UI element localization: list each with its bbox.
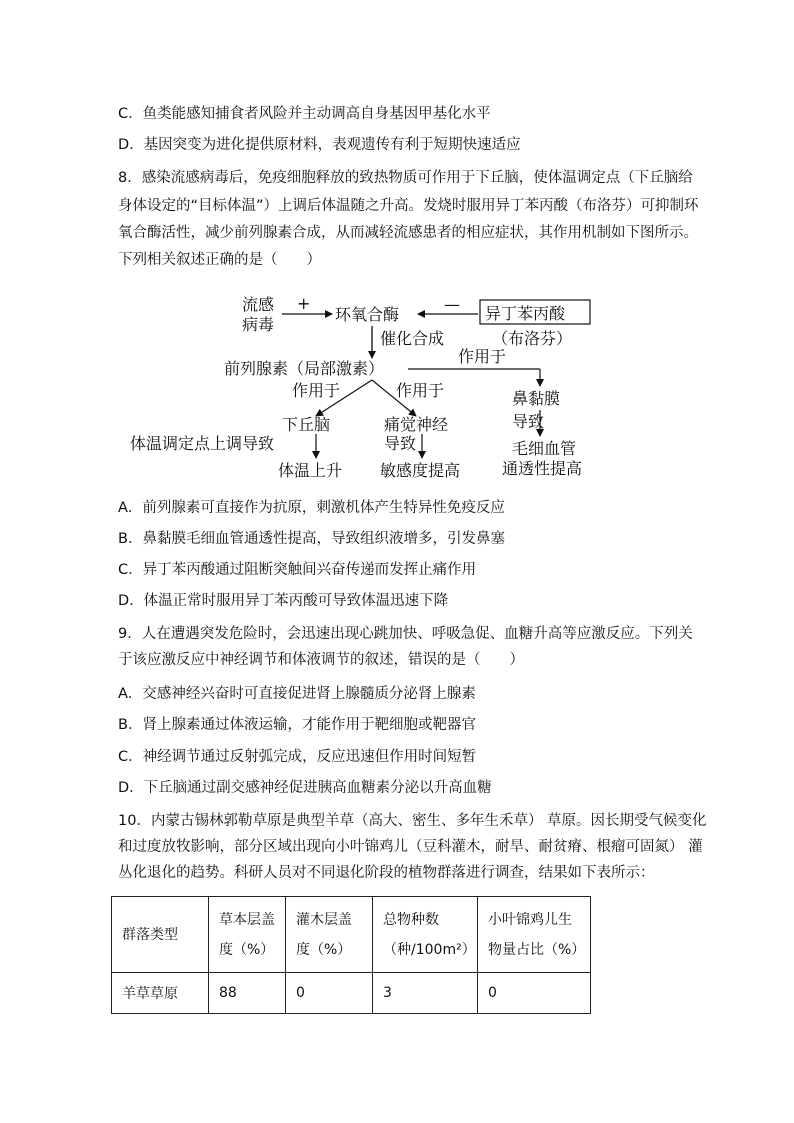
label-temp-rise: 体温上升 [278, 461, 343, 480]
table-row [112, 973, 591, 1014]
table-header-row [112, 897, 591, 973]
label-mucosa: 鼻黏膜 [512, 389, 561, 408]
table-cell: 3 [373, 973, 478, 1014]
header-herb-cover: 草本层盖 度（%） [209, 897, 286, 973]
q8-option-c: C．异丁苯丙酸通过阻断突触间兴奋传递而发挥止痛作用 [118, 562, 477, 578]
q8-stem-line-2: 身体设定的“目标体温”）上调后体温随之升高。发烧时服用异丁苯丙酸（布洛芬）可抑制环 [118, 198, 699, 214]
label-hypothalamus: 下丘脑 [282, 415, 331, 434]
plus-sign: + [297, 294, 311, 313]
q9-option-d: D．下丘脑通过副交感神经促进胰高血糖素分泌以升高血糖 [118, 780, 492, 796]
q9-stem-line-2: 于该应激反应中神经调节和体液调节的叙述，错误的是（ ） [118, 652, 524, 668]
label-drug: 异丁苯丙酸 [485, 304, 566, 323]
label-enzyme: 环氧合酶 [335, 305, 400, 324]
q8-option-b: B．鼻黏膜毛细血管通透性提高，导致组织液增多，引发鼻塞 [118, 531, 505, 547]
minus-sign: — [444, 295, 460, 314]
label-lead-to-1: 导致 [384, 434, 417, 453]
community-survey-table [111, 896, 591, 1014]
q9-stem-line-1: 9．人在遭遇突发危险时，会迅速出现心跳加快、呼吸急促、血糖升高等应激反应。下列关 [118, 626, 693, 642]
table-cell: 0 [286, 973, 373, 1014]
q9-option-c: C．神经调节通过反射弧完成，反应迅速但作用时间短暂 [118, 749, 477, 765]
header-species-count: 总物种数 （种/100m²） [373, 897, 478, 973]
q8-option-d: D．体温正常时服用异丁苯丙酸可导致体温迅速下降 [118, 593, 449, 609]
label-act-on-3: 作用于 [458, 347, 507, 366]
label-capillary-2: 通透性提高 [502, 459, 583, 478]
label-catalyze: 催化合成 [380, 329, 445, 348]
label-capillary-1: 毛细血管 [512, 439, 577, 458]
q7-option-c: C．鱼类能感知捕食者风险并主动调高自身基因甲基化水平 [118, 106, 491, 122]
label-pain-nerve: 痛觉神经 [384, 415, 449, 434]
q10-stem-line-2: 和过度放牧影响，部分区域出现向小叶锦鸡儿（豆科灌木，耐旱、耐贫瘠、根瘤可固氮） 灌 [118, 839, 703, 855]
header-shrub-biomass: 小叶锦鸡儿生 物量占比（%） [478, 897, 591, 973]
table-cell: 0 [478, 973, 591, 1014]
q10-stem-line-1: 10．内蒙古锡林郭勒草原是典型羊草（高大、密生、多年生禾草） 草原。因长期受气候变化 [118, 813, 707, 829]
label-drug-alias: （布洛芬） [492, 329, 573, 348]
mechanism-diagram [120, 290, 620, 482]
table-cell: 羊草草原 [112, 973, 209, 1014]
label-lead-to-2: 导致 [512, 412, 545, 431]
label-sensitivity: 敏感度提高 [380, 461, 461, 480]
label-setpoint: 体温调定点上调导致 [130, 434, 275, 453]
header-community-type: 群落类型 [112, 897, 209, 973]
label-virus-2: 病毒 [242, 315, 275, 334]
q8-stem-line-1: 8．感染流感病毒后，免疫细胞释放的致热物质可作用于下丘脑，使体温调定点（下丘脑给 [118, 170, 693, 186]
label-virus-1: 流感 [242, 295, 275, 314]
q10-stem-line-3: 丛化退化的趋势。科研人员对不同退化阶段的植物群落进行调查，结果如下表所示： [118, 865, 655, 881]
label-act-on-1: 作用于 [292, 381, 341, 400]
q8-stem-line-4: 下列相关叙述正确的是（ ） [118, 252, 321, 268]
q9-option-a: A．交感神经兴奋时可直接促进肾上腺髓质分泌肾上腺素 [118, 686, 476, 702]
label-prostaglandin: 前列腺素（局部激素） [224, 359, 385, 378]
label-act-on-2: 作用于 [396, 381, 445, 400]
q8-stem-line-3: 氧合酶活性，减少前列腺素合成，从而减轻流感患者的相应症状，其作用机制如下图所示。 [118, 225, 698, 241]
q8-option-a: A．前列腺素可直接作为抗原，刺激机体产生特异性免疫反应 [118, 500, 505, 516]
q9-option-b: B．肾上腺素通过体液运输，才能作用于靶细胞或靶器官 [118, 717, 476, 733]
table-cell: 88 [209, 973, 286, 1014]
q7-option-d: D．基因突变为进化提供原材料，表观遗传有利于短期快速适应 [118, 137, 521, 153]
header-shrub-cover: 灌木层盖 度（%） [286, 897, 373, 973]
